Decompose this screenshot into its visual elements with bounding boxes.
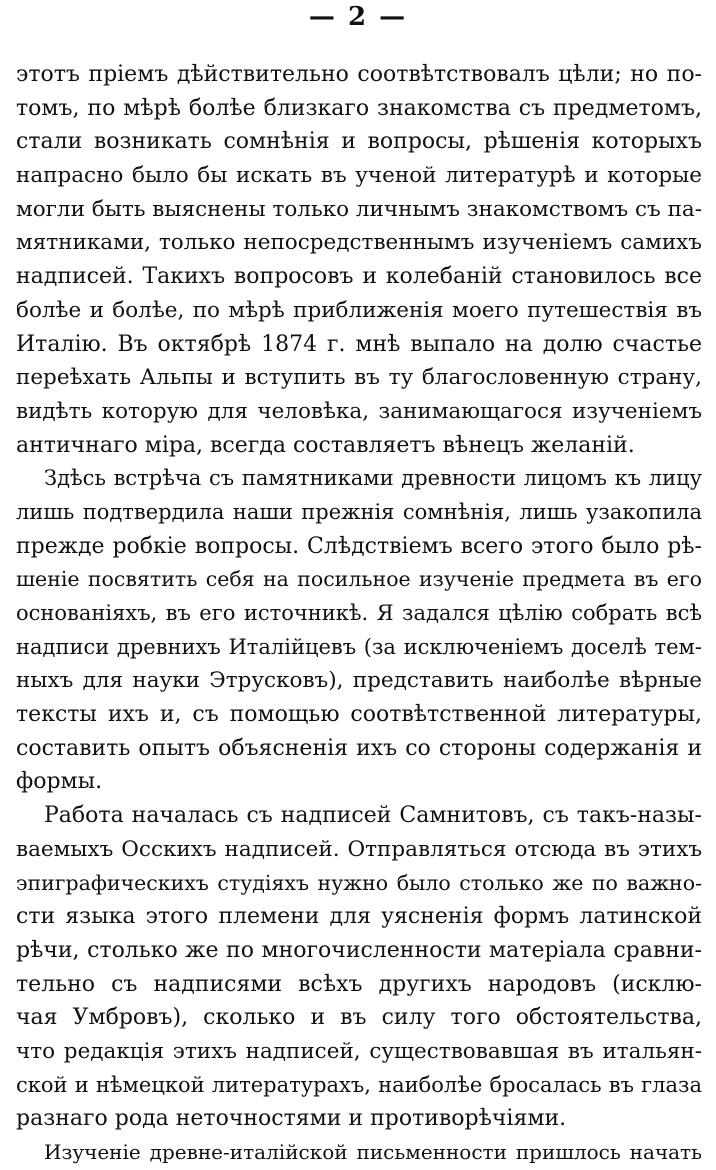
- text-line: ныхъ для науки Этрусковъ), представить наиболѣе вѣрные: [16, 668, 702, 694]
- text-line: чая Умбровъ), сколько и въ силу того обстоятельства,: [16, 1005, 702, 1031]
- text-line: Здѣсь встрѣча съ памятниками древности лицомъ къ лицу: [44, 466, 702, 491]
- text-line: ской и нѣмецкой литературахъ, наиболѣе бросалась въ глаза: [16, 1072, 702, 1097]
- text-line: лишь подтвердила наши прежнія сомнѣнія, лишь узакопила: [16, 499, 702, 524]
- text-line: шеніе посвятить себя на посильное изученіе предмета въ его: [16, 567, 702, 592]
- text-line: Изученіе древне-италійской письменности пришлось начать: [44, 1140, 702, 1164]
- text-line: тексты ихъ и, съ помощью соотвѣтственной литературы,: [16, 702, 702, 728]
- text-line: прежде робкіе вопросы. Слѣдствіемъ всего этого было рѣ-: [16, 533, 702, 559]
- text-line: напрасно было бы искать въ ученой литературѣ и которые: [16, 163, 702, 189]
- text-line: что редакція этихъ надписей, существовавшая въ итальян-: [16, 1038, 702, 1064]
- text-line: сти языка этого племени для уясненія формъ латинской: [16, 904, 702, 930]
- text-line: тельно съ надписями всѣхъ другихъ народовъ (исклю-: [16, 971, 702, 997]
- text-line: составить опытъ объясненія ихъ со стороны содержанія и: [16, 735, 702, 761]
- text-line: томъ, по мѣрѣ болѣе близкаго знакомства съ предметомъ,: [16, 95, 702, 121]
- text-line: могли быть выяснены только личнымъ знакомствомъ съ па-: [16, 196, 702, 222]
- text-line: надписи древнихъ Италійцевъ (за исключеніемъ доселѣ тем-: [16, 634, 702, 659]
- text-line: основаніяхъ, въ его источникѣ. Я задался цѣлію собрать всѣ: [16, 601, 702, 625]
- text-line: Работа началась съ надписей Самнитовъ, съ такъ-назы-: [44, 803, 702, 829]
- text-line: античнаго міра, всегда составляетъ вѣнецъ желаній.: [16, 432, 635, 458]
- text-line: эпиграфическихъ студіяхъ нужно было столько же по важно-: [16, 870, 702, 895]
- text-line: болѣе и болѣе, по мѣрѣ приближенія моего путешествія въ: [16, 297, 702, 323]
- paragraph: [16, 1136, 702, 1170]
- text-line: мятниками, только непосредственнымъ изученіемъ самихъ: [16, 230, 702, 256]
- text-line: переѣхать Альпы и вступить въ ту благословенную страну,: [16, 365, 702, 391]
- paragraph: [16, 799, 702, 1136]
- text-line: формы.: [16, 769, 103, 795]
- text-line: рѣчи, столько же по многочисленности матеріала сравни-: [16, 937, 702, 963]
- text-line: разнаго рода неточностями и противорѣчіями.: [16, 1106, 567, 1132]
- text-line: этотъ пріемъ дѣйствительно соотвѣтствовалъ цѣли; но по-: [16, 62, 702, 87]
- body-text: [16, 58, 702, 1170]
- text-line: видѣть которую для человѣка, занимающагося изученіемъ: [16, 398, 702, 424]
- text-line: надписей. Такихъ вопросовъ и колебаній становилось все: [16, 264, 702, 290]
- paragraph: [16, 58, 702, 462]
- text-line: ваемыхъ Осскихъ надписей. Отправляться отсюда въ этихъ: [16, 836, 702, 862]
- text-line: Италію. Въ октябрѣ 1874 г. мнѣ выпало на долю счастье: [16, 331, 702, 357]
- text-line: стали возникать сомнѣнія и вопросы, рѣшенія которыхъ: [16, 129, 702, 155]
- paragraph: [16, 462, 702, 799]
- page-number: — 2 —: [308, 2, 408, 32]
